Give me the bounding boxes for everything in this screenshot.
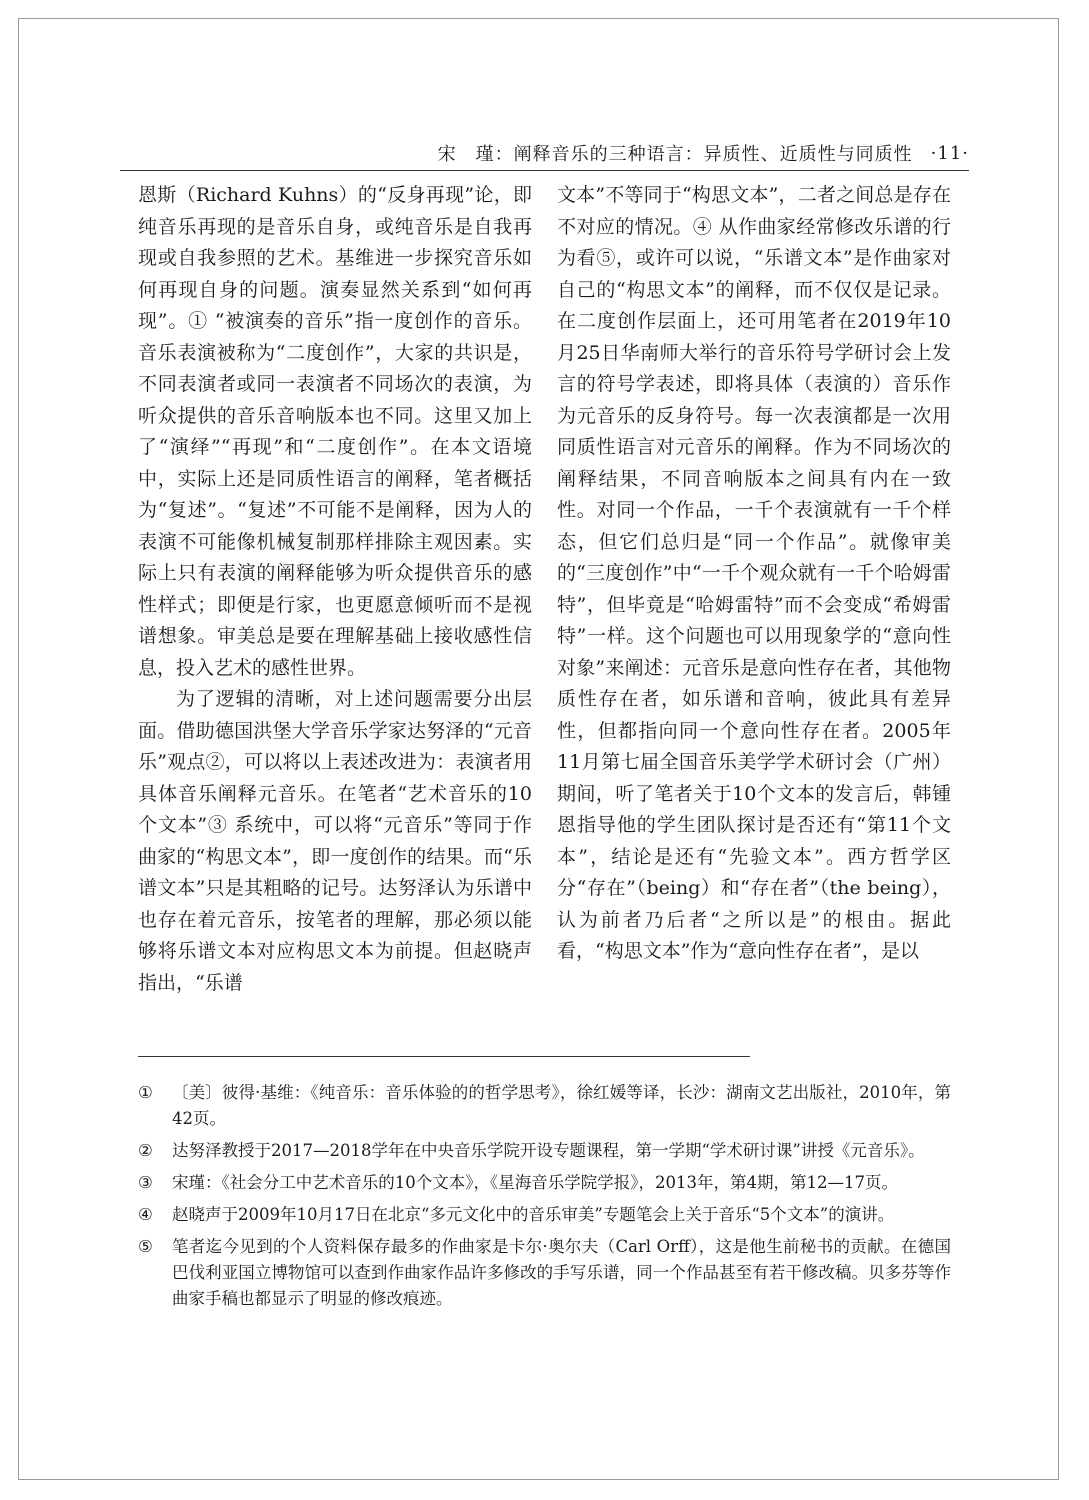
- paragraph: 恩斯（Richard Kuhns）的“反身再现”论，即纯音乐再现的是音乐自身，或纯音乐是自我再现或自我参照的艺术。基维进一步探究音乐如何再现自身的问题。演奏显然关系到“如何再现”。① “被演奏的音乐”指一度创作的音乐。音乐表演被称为“二度创作”，大家的共识是，不同表演者或同一表演者不同场次的表演，为听众提供的音乐音响版本也不同。这里又加上了“演绎”“再现”和“二度创作”。在本文语境中，实际上还是同质性语言的阐释，笔者概括为“复述”。“复述”不可能不是阐释，因为人的表演不可能像机械复制那样排除主观因素。实际上只有表演的阐释能够为听众提供音乐的感性样式；即便是行家，也更愿意倾听而不是视谱想象。审美总是要在理解基础上接收感性信息，投入艺术的感性世界。: [138, 184, 532, 679]
- footnote: [138, 1234, 951, 1312]
- paragraph: 为了逻辑的清晰，对上述问题需要分出层面。借助德国洪堡大学音乐学家达努泽的“元音乐”观点②，可以将以上表述改进为：表演者用具体音乐阐释元音乐。在笔者“艺术音乐的10个文本”③ 系统中，可以将“元音乐”等同于作曲家的“构思文本”，即一度创作的结果。而“乐谱文本”只是其粗略的记号。达努泽认为乐谱中也存在着元音乐，按笔者的理解，那必须以能够将乐谱文本对应构思文本为前提。但赵晓声指出，“乐谱: [138, 688, 532, 994]
- footnote-text: 赵晓声于2009年10月17日在北京“多元文化中的音乐审美”专题笔会上关于音乐“5个文本”的演讲。: [172, 1205, 895, 1224]
- footnote-mark: ③: [138, 1173, 153, 1192]
- footnotes: [138, 1080, 951, 1318]
- footnote: [138, 1170, 951, 1196]
- left-column: [138, 180, 532, 1030]
- footnote: [138, 1080, 951, 1132]
- page-number: ·11·: [930, 142, 969, 164]
- running-title: 宋 瑾：阐释音乐的三种语言：异质性、近质性与同质性: [437, 144, 913, 165]
- footnote-text: 宋瑾：《社会分工中艺术音乐的10个文本》，《星海音乐学院学报》，2013年，第4期，第12—17页。: [172, 1173, 898, 1192]
- running-header: [120, 140, 969, 166]
- footnote-mark: ⑤: [138, 1237, 153, 1256]
- footnote: [138, 1138, 951, 1164]
- footnote-mark: ②: [138, 1141, 153, 1160]
- footnote-text: 笔者迄今见到的个人资料保存最多的作曲家是卡尔·奥尔夫（Carl Orff），这是他生前秘书的贡献。在德国巴伐利亚国立博物馆可以查到作曲家作品许多修改的手写乐谱，同一个作品甚至有若干修改稿。贝多芬等作曲家手稿也都显示了明显的修改痕迹。: [172, 1237, 951, 1308]
- paragraph: 文本”不等同于“构思文本”，二者之间总是存在不对应的情况。④ 从作曲家经常修改乐谱的行为看⑤，或许可以说，“乐谱文本”是作曲家对自己的“构思文本”的阐释，而不仅仅是记录。在二度创作层面上，还可用笔者在2019年10月25日华南师大举行的音乐符号学研讨会上发言的符号学表述，即将具体（表演的）音乐作为元音乐的反身符号。每一次表演都是一次用同质性语言对元音乐的阐释。作为不同场次的阐释结果，不同音响版本之间具有内在一致性。对同一个作品，一千个表演就有一千个样态，但它们总归是“同一个作品”。就像审美的“三度创作”中“一千个观众就有一千个哈姆雷特”，但毕竟是“哈姆雷特”而不会变成“希姆雷特”一样。这个问题也可以用现象学的“意向性对象”来阐述：元音乐是意向性存在者，其他物质性存在者，如乐谱和音响，彼此具有差异性，但都指向同一个意向性存在者。2005年11月第七届全国音乐美学学术研讨会（广州）期间，听了笔者关于10个文本的发言后，韩锺恩指导他的学生团队探讨是否还有“第11个文本”，结论是还有“先验文本”。西方哲学区分“存在”（being）和“存在者”（the being），认为前者乃后者“之所以是”的根由。据此看，“构思文本”作为“意向性存在者”，是以: [557, 184, 951, 962]
- footnote-mark: ①: [138, 1083, 153, 1102]
- footnote-divider: [138, 1056, 750, 1057]
- footnote: [138, 1202, 951, 1228]
- right-column: [557, 180, 951, 1030]
- header-divider: [120, 170, 969, 171]
- footnote-mark: ④: [138, 1205, 153, 1224]
- footnote-text: 达努泽教授于2017—2018学年在中央音乐学院开设专题课程，第一学期“学术研讨课”讲授《元音乐》。: [172, 1141, 925, 1160]
- article-body: [138, 180, 951, 1030]
- footnote-text: 〔美〕彼得·基维：《纯音乐：音乐体验的的哲学思考》，徐红媛等译，长沙：湖南文艺出版社，2010年，第42页。: [172, 1083, 951, 1128]
